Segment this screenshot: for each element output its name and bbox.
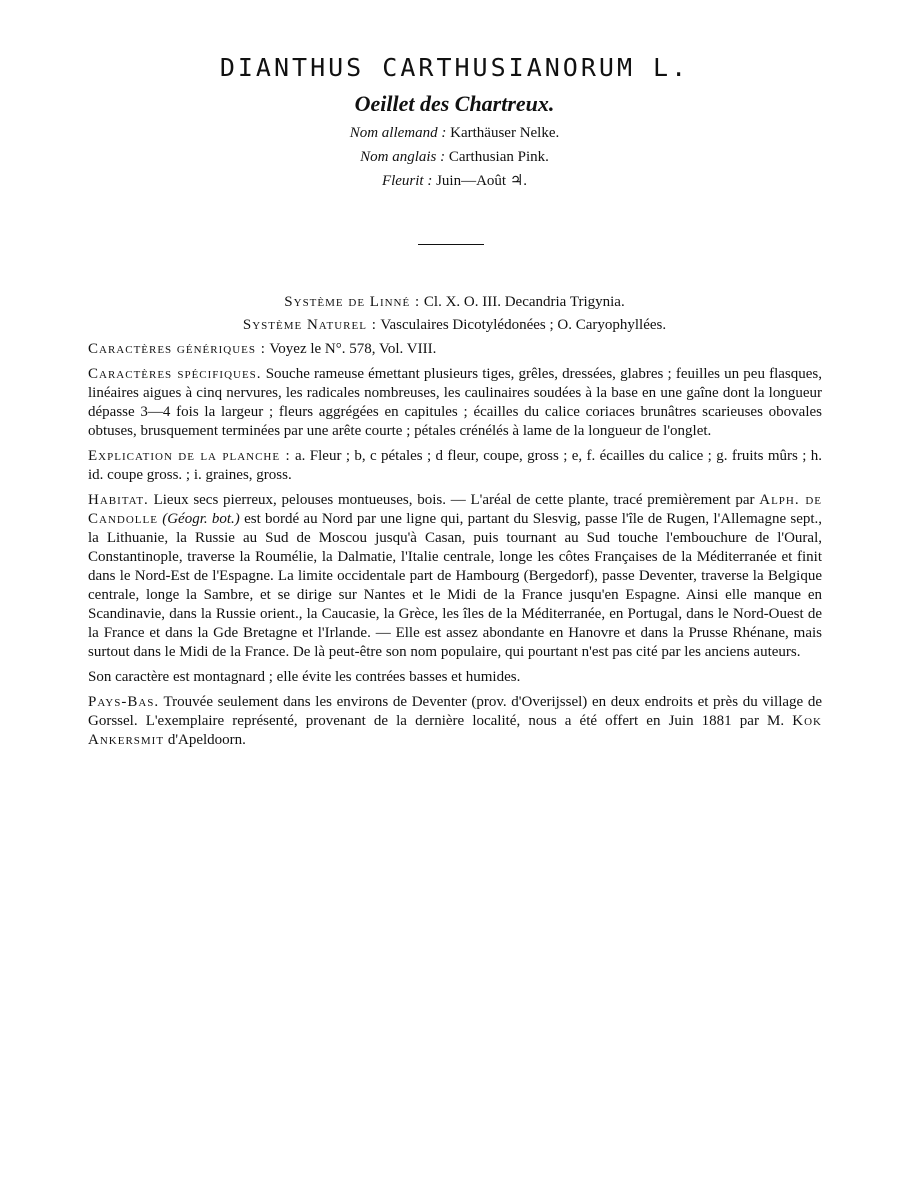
generic-characters-label: Caractères génériques : [88,341,266,357]
natural-system-label: Système Naturel : [242,317,377,333]
linne-system-value: Cl. X. O. III. Decandria Trigynia. [423,294,625,310]
habitat-paragraph [88,491,822,662]
habitat-reference: (Géogr. bot.) [162,511,240,527]
plate-explanation-label: Explication de la planche : [88,448,291,464]
german-name-label: Nom allemand : [349,125,447,141]
german-name-value: Karthäuser Nelke. [450,125,560,141]
habitat-label: Habitat. [88,492,149,508]
english-name-row [0,145,909,169]
generic-characters-paragraph [88,340,822,359]
english-name-value: Carthusian Pink. [448,149,549,165]
header-divider [418,244,484,245]
flowering-row [0,169,909,193]
linne-system-label: Système de Linné : [284,294,421,310]
specific-characters-label: Caractères spécifiques. [88,366,262,382]
netherlands-text-end: d'Apeldoorn. [167,732,246,748]
flowering-label: Fleurit : [381,173,433,189]
netherlands-paragraph [88,693,822,750]
montagnard-paragraph [88,668,822,687]
english-name-label: Nom anglais : [360,149,446,165]
plate-explanation-text: a. Fleur ; b, c pétales ; d fleur, coupe, gross ; e, f. écailles du calice ; g. fruits mûrs ; h. id. coupe gross. ; i. graines, gross. [88,448,823,483]
species-title: DIANTHUS CARTHUSIANORUM L. [219,53,690,82]
specific-characters-text: Souche rameuse émettant plusieurs tiges, grêles, dressées, glabres ; feuilles un peu flasques, linéaires aigues à cinq nervures, les radicales nombreuses, les caulinaires soudées à la base en une gaîne dont la longueur dépasse 3—4 fois la largeur ; fleurs aggrégées en capitules ; écailles du calice coriaces brunâtres scarieuses obovales obtuses, brusquement terminées par une arête courte ; pétales crénélés à lame de la longueur de l'onglet. [88,366,823,439]
netherlands-label: Pays-Bas. [88,694,160,710]
habitat-text-start: Lieux secs pierreux, pelouses montueuses, bois. — L'aréal de cette plante, tracé premièrement par [153,492,755,508]
linne-system-row [0,294,909,311]
habitat-author: Alph. de Candolle [88,492,823,527]
natural-system-value: Vasculaires Dicotylédonées ; O. Caryophyllées. [380,317,667,333]
page-header [0,52,909,193]
montagnard-text: Son caractère est montagnard ; elle évite les contrées basses et humides. [88,669,521,685]
specific-characters-paragraph [88,365,822,441]
habitat-text-rest: est bordé au Nord par une ligne qui, partant du Slesvig, passe l'île de Rugen, l'Allemagne sept., la Lithuanie, la Russie au Sud de Moscou jusqu'à Casan, puis tournant au Sud touche l'embouchure de l'Oural, Constantinople, traverse la Roumélie, la Dalmatie, l'Italie centrale, longe les côtes Françaises de la Méditerranée et finit dans le Nord-Est de l'Espagne. La limite occidentale part de Hambourg (Bergedorf), passe Deventer, traverse la Belgique centrale, longe la Sambre, et se dirige sur Nantes et le Midi de la France jusqu'en Espagne. Ainsi elle manque en Scandinavie, dans la Russie orient., la Caucasie, la Grèce, les îles de la Méditerranée, en Portugal, dans le Nord-Ouest de la France et dans la Gde Bretagne et l'Irlande. — Elle est assez abondante en Hanovre et dans la Prusse Rhénane, mais surtout dans le Midi de la France. De là peut-être son nom populaire, qui pourtant n'est pas cité par les anciens auteurs. [88,511,823,660]
flowering-value: Juin—Août ♃. [436,173,528,189]
common-name: Oeillet des Chartreux. [354,91,555,116]
netherlands-author: Kok Ankersmit [88,713,823,748]
netherlands-text-start: Trouvée seulement dans les environs de Deventer (prov. d'Overijssel) en deux endroits et près du village de Gorssel. L'exemplaire représenté, provenant de la dernière localité, nous a été offert en Juin 1881 par M. [88,694,822,729]
german-name-row [0,121,909,145]
natural-system-row [0,317,909,334]
description-body [88,340,822,756]
plate-explanation-paragraph [88,447,822,485]
generic-characters-text: Voyez le N°. 578, Vol. VIII. [269,341,437,357]
